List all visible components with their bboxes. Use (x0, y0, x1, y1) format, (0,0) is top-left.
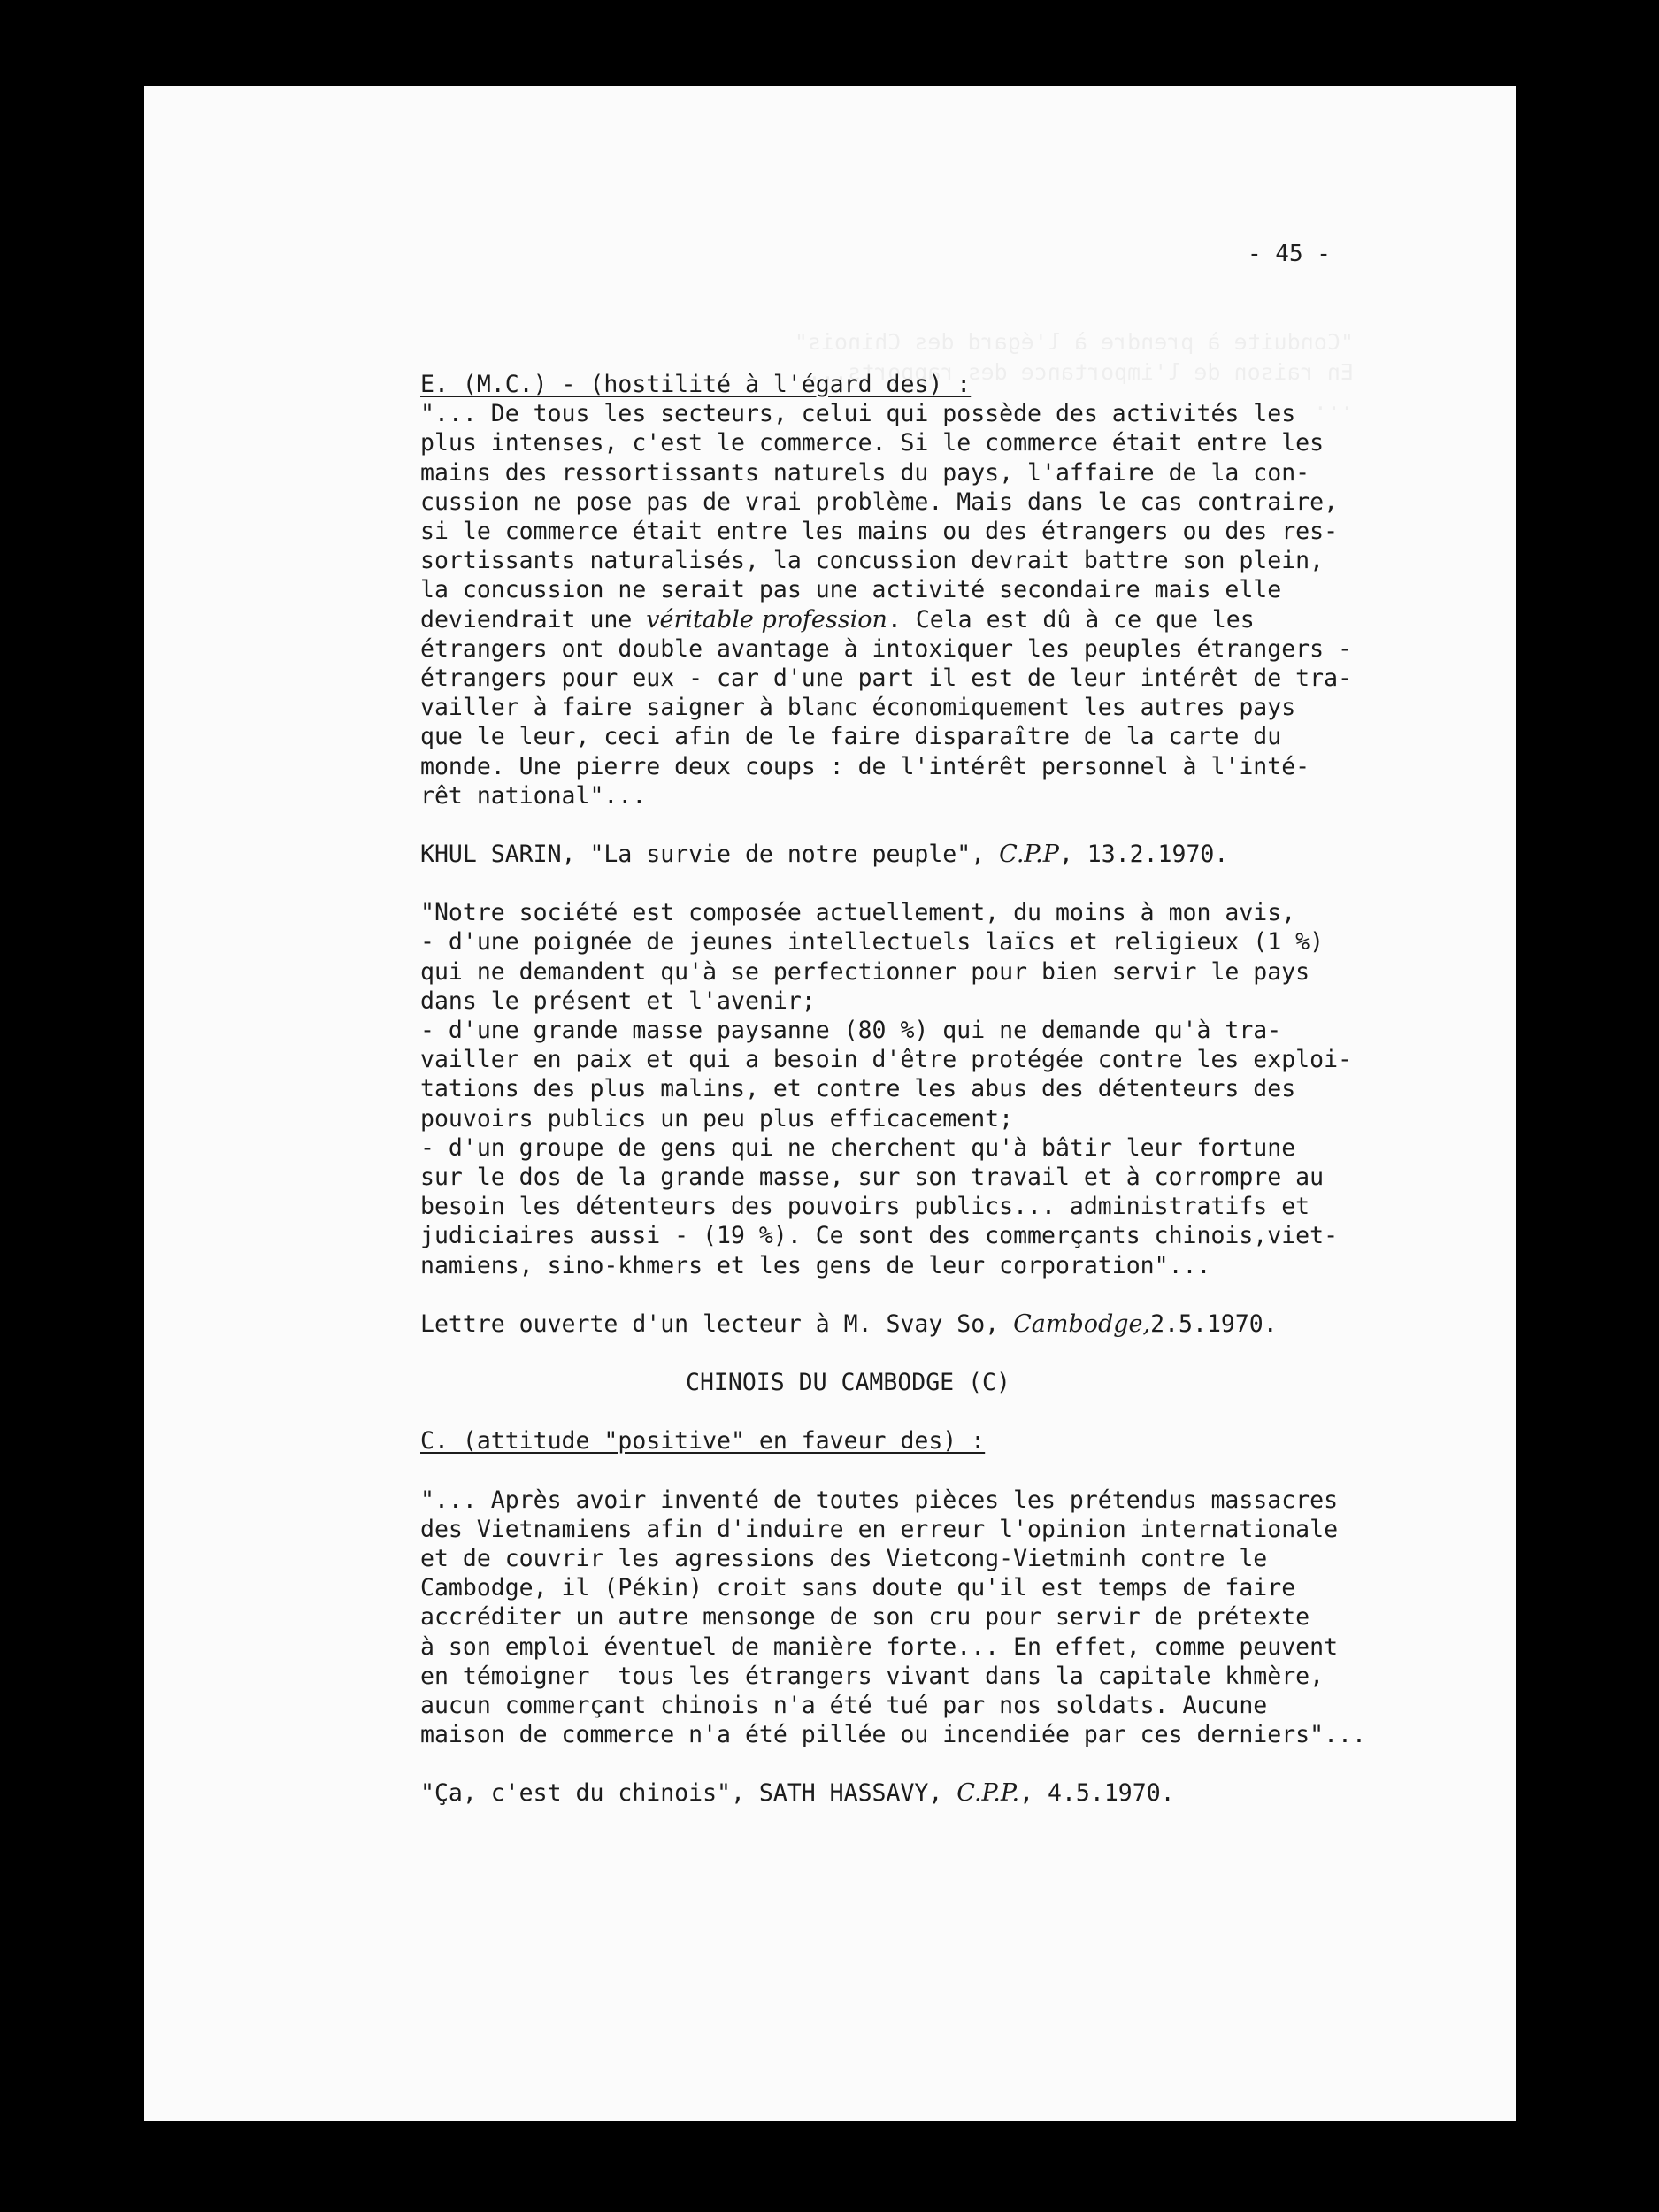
quote-block: "... Après avoir inventé de toutes pièces les prétendus massacres des Vietnamiens afin d'induire en erreur l'opinion internationale et de couvrir les agressions des Vietcong-Vietminh contre le Cambodge, il (Pékin) croit sans doute qu'il est temps de faire accréditer un autre mensonge de son cru pour servir de prétexte à son emploi éventuel de manière forte... En effet, comme peuvent en témoigner tous les étrangers vivant dans la capitale khmère, aucun commerçant chinois n'a été tué par nos soldats. Aucune maison de commerce n'a été pillée ou incendiée par ces derniers"... (420, 1486, 1366, 1749)
quote-block: "Notre société est composée actuellement, du moins à mon avis, - d'une poignée de jeunes intellectuels laïcs et religieux (1 %) qui ne demandent qu'à se perfectionner pour bien servir le pays dans le présent et l'avenir; - d'une grande masse paysanne (80 %) qui ne demande qu'à tra- vailler en paix et qui a besoin d'être protégée contre les exploi- tations des plus malins, et contre les abus des détenteurs des pouvoirs publics un peu plus efficacement; - d'un groupe de gens qui ne cherchent qu'à bâtir leur fortune sur le dos de la grande masse, sur son travail et à corrompre au besoin les détenteurs des pouvoirs publics... administratifs et judiciaires aussi - (19 %). Ce sont des commerçants chinois,viet- namiens, sino-khmers et les gens de leur corporation"... (420, 899, 1352, 1279)
citation (420, 1778, 1411, 1808)
citation-emphasis: C.P.P. (956, 1779, 1020, 1808)
page-number: - 45 - (1248, 241, 1331, 267)
section-title: CHINOIS DU CAMBODGE (C) (686, 1369, 1010, 1397)
citation-emphasis: C.P.P (999, 841, 1059, 869)
section-heading: C. (attitude "positive" en faveur des) : (420, 1427, 986, 1455)
citation-text: "Ça, c'est du chinois", SATH HASSAVY, (420, 1779, 957, 1808)
section-heading: E. (M.C.) - (hostilité à l'égard des) : (420, 371, 972, 398)
citation-text: 2.5.1970. (1150, 1310, 1278, 1338)
quote-block (420, 399, 1411, 810)
citation (420, 1310, 1411, 1339)
quote-text: . Cela est dû à ce que les étrangers ont double avantage à intoxiquer les peuples étrangers - étrangers pour eux - car d'une part il est de leur intérêt de tra- vailler à faire saigner à blanc économiquement les autres pays que le leur, ceci afin de le faire disparaître de la carte du monde. Une pierre deux coups : de l'intérêt personnel à l'inté- rêt national"... (420, 605, 1352, 810)
citation-emphasis: Cambodge, (1013, 1310, 1151, 1338)
quote-text: "... De tous les secteurs, celui qui possède des activités les plus intenses, c'est le commerce. Si le commerce était entre les mains des ressortissants naturels du pays, l'affaire de la con- cussion ne pose pas de vrai problème. Mais dans le cas contraire, si le commerce était entre les mains ou des étrangers ou des res- sortissants naturalisés, la concussion devrait battre son plein, la concussion ne serait pas une activité secondaire mais elle deviendrait une (420, 400, 1339, 634)
citation-text: , 13.2.1970. (1058, 841, 1229, 869)
citation-text: KHUL SARIN, "La survie de notre peuple", (420, 841, 1000, 869)
citation-text: , 4.5.1970. (1019, 1779, 1175, 1808)
document-body (420, 370, 1411, 1809)
quote-emphasis: véritable profession (646, 605, 887, 634)
citation-text: Lettre ouverte d'un lecteur à M. Svay So, (420, 1310, 1014, 1338)
citation (420, 840, 1411, 869)
